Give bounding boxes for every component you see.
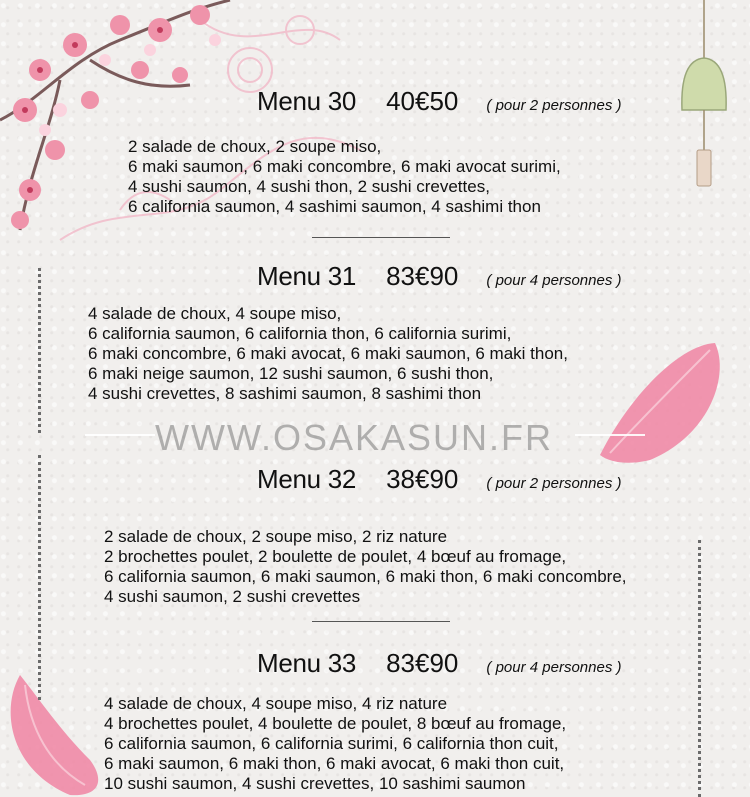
menu-item-line: 4 brochettes poulet, 4 boulette de poulet, 8 bœuf au fromage, [104,714,567,733]
menu-price: 40€50 [386,86,459,116]
wind-bell-decoration [672,0,732,200]
menu-item-line: 4 sushi crevettes, 8 sashimi saumon, 8 sashimi thon [88,384,482,403]
menu-header [257,261,621,292]
menu-price: 83€90 [386,648,459,678]
menu-header [257,464,621,495]
menu-item-line: 4 sushi saumon, 2 sushi crevettes [104,587,361,606]
dotted-divider [38,455,41,700]
menu-title: Menu 32 [257,464,357,494]
menu-item-line: 6 maki saumon, 6 maki concombre, 6 maki avocat surimi, [128,157,561,176]
menu-persons: ( pour 4 personnes ) [486,659,622,676]
dotted-divider [38,268,41,433]
pink-petal-decoration [590,335,730,465]
menu-persons: ( pour 2 personnes ) [486,97,622,114]
menu-price: 38€90 [386,464,459,494]
menu-item-line: 6 maki saumon, 6 maki thon, 6 maki avocat, 6 maki thon cuit, [104,754,565,773]
watermark-line [575,434,645,436]
menu-persons: ( pour 4 personnes ) [486,272,622,289]
menu-item-line: 6 maki concombre, 6 maki avocat, 6 maki saumon, 6 maki thon, [88,344,568,363]
menu-header [257,86,621,117]
menu-items [128,137,561,217]
menu-title: Menu 33 [257,648,357,678]
watermark-line [85,434,155,436]
menu-item-line: 6 california saumon, 4 sashimi saumon, 4 sashimi thon [128,197,541,216]
menu-item-line: 4 salade de choux, 4 soupe miso, [88,304,342,323]
menu-title: Menu 30 [257,86,357,116]
menu-persons: ( pour 2 personnes ) [486,475,622,492]
section-separator [312,237,450,238]
menu-header [257,648,621,679]
menu-item-line: 4 sushi saumon, 4 sushi thon, 2 sushi crevettes, [128,177,490,196]
menu-item-line: 2 salade de choux, 2 soupe miso, [128,137,382,156]
pink-petal-decoration [0,670,110,797]
menu-item-line: 6 maki neige saumon, 12 sushi saumon, 6 sushi thon, [88,364,494,383]
menu-item-line: 6 california saumon, 6 california surimi, 6 california thon cuit, [104,734,559,753]
menu-title: Menu 31 [257,261,357,291]
menu-item-line: 6 california saumon, 6 california thon, 6 california surimi, [88,324,512,343]
menu-item-line: 2 salade de choux, 2 soupe miso, 2 riz nature [104,527,448,546]
menu-items [88,304,568,404]
menu-item-line: 2 brochettes poulet, 2 boulette de poulet, 4 bœuf au fromage, [104,547,567,566]
menu-item-line: 4 salade de choux, 4 soupe miso, 4 riz nature [104,694,448,713]
menu-item-line: 10 sushi saumon, 4 sushi crevettes, 10 sashimi saumon [104,774,526,793]
dotted-divider [698,540,701,797]
watermark: WWW.OSAKASUN.FR [155,417,553,458]
menu-item-line: 6 california saumon, 6 maki saumon, 6 maki thon, 6 maki concombre, [104,567,627,586]
section-separator [312,621,450,622]
menu-price: 83€90 [386,261,459,291]
menu-items [104,694,566,794]
menu-items [104,527,627,607]
